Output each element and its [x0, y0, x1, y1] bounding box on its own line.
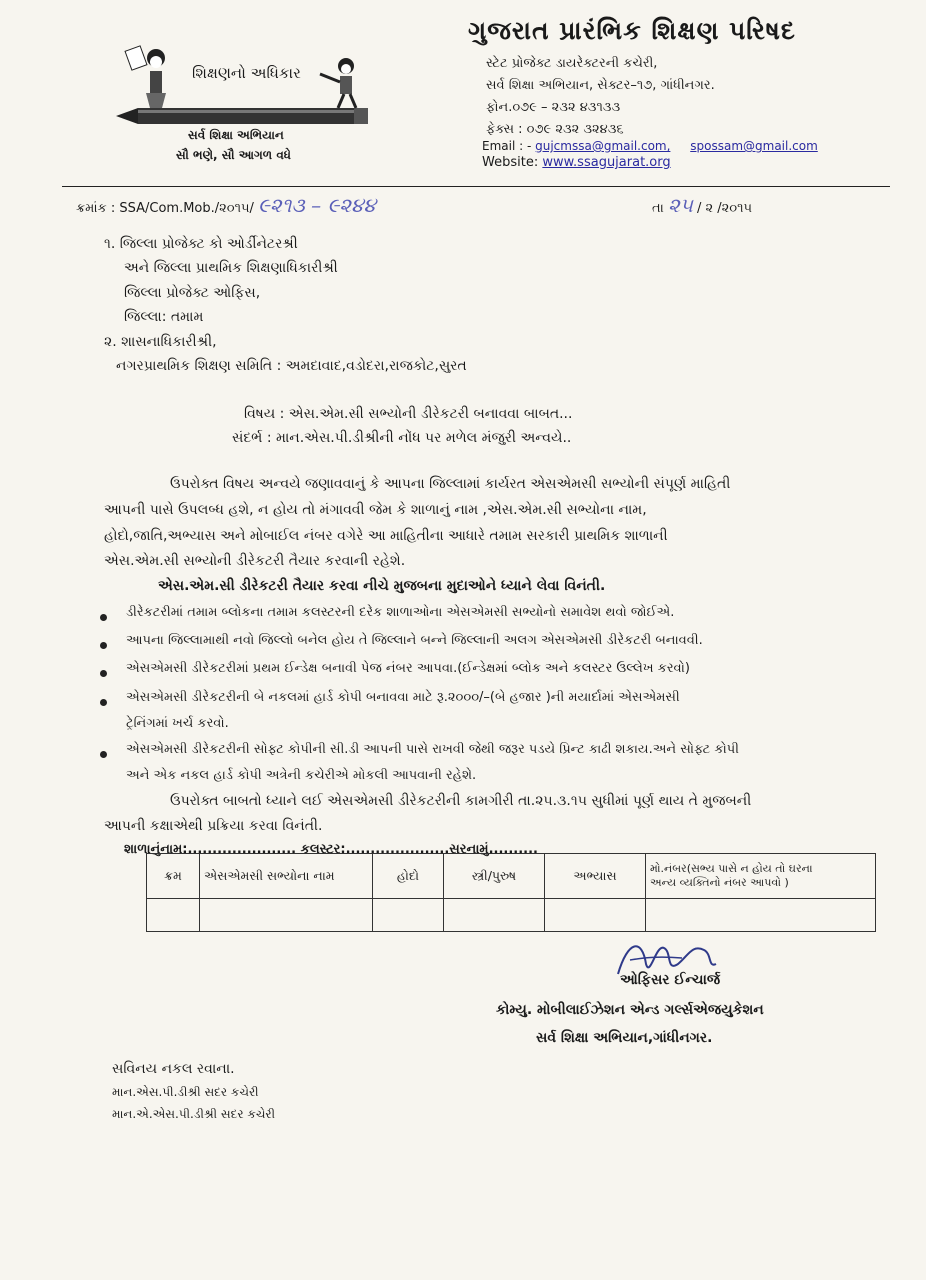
point-4-line-1: એસએમસી ડીરેકટરીની બે નકલમાં હાર્ડ કોપી બનાવવા માટે રૂ.૨૦૦૦/–(બે હજાર )ની મયાર્દામાં એસએમસી	[126, 690, 680, 705]
para-1-line-1: ઉપરોક્ત વિષય અન્વયે જણાવવાનું કે આપના જિલ્લામાં કાર્યરત એસએમસી સભ્યોની સંપૂર્ણ માહિતી	[170, 476, 731, 492]
address-line: સર્વ શિક્ષા અભિયાન, સેક્ટર–૧૭, ગાંધીનગર.	[486, 78, 715, 93]
handwritten-date: ૨૫	[667, 193, 693, 217]
point-5-line-2: અને એક નકલ હાર્ડ કોપી અત્રેની કચેરીએ મોકલી આપવાની રહેશે.	[126, 768, 477, 783]
header-mobile	[646, 854, 876, 899]
recipient-1-line-3: જિલ્લા પ્રોજેક્ટ ઓફિસ,	[124, 285, 261, 301]
table-row	[147, 899, 876, 932]
logo-slogan: શિક્ષણનો અધિકાર	[192, 64, 301, 82]
point-1: ડીરેકટરીમાં તમામ બ્લોકના તમામ કલસ્ટરની દરેક શાળાઓના એસએમસી સભ્યોનો સમાવેશ થવો જોઈએ.	[126, 605, 675, 620]
signatory-department: કોમ્યુ. મોબીલાઈઝેશન એન્ડ ગર્લ્સએજયુકેશન	[496, 1002, 764, 1018]
office-line: સ્ટેટ પ્રોજેક્ટ ડાયરેક્ટરની કચેરી,	[486, 56, 658, 71]
handwritten-ref-no: ૯૨૧૩ – ૯૨૪૪	[258, 193, 376, 217]
table-cell	[444, 899, 545, 932]
email-link-2[interactable]: spossam@gmail.com	[690, 139, 818, 153]
website-line	[482, 155, 671, 170]
letter-date	[652, 193, 752, 217]
copy-recipient-2: માન.એ.એસ.પી.ડીશ્રી સદર કચેરી	[112, 1107, 276, 1121]
para-1-line-4: એસ.એમ.સી સભ્યોની ડીરેકટરી તૈયાર કરવાની રહેશે.	[104, 553, 406, 569]
header-gender: સ્ત્રી/પુરુષ	[444, 854, 545, 899]
bullet-4	[100, 699, 107, 706]
date-label: તા	[652, 201, 664, 216]
subject-line: વિષય : એસ.એમ.સી સભ્યોની ડીરેકટરી બનાવવા બાબત...	[244, 406, 573, 422]
point-2: આપના જિલ્લામાથી નવો જિલ્લો બનેલ હોય તે જિલ્લાને બન્ને જિલ્લાની અલગ એસએમસી ડીરેકટરી બનાવવી.	[126, 633, 703, 648]
phone-line: ફોન.૦૭૯ – ૨૩૨ ૪૩૧૩૩	[486, 100, 621, 115]
table-header-row	[147, 854, 876, 899]
para-2-line-1: ઉપરોક્ત બાબતો ધ્યાને લઈ એસએમસી ડીરેકટરીની કામગીરી તા.૨૫.૩.૧૫ સુધીમાં પૂર્ણ થાય તે મુજબની	[170, 793, 752, 809]
email-label: Email : -	[482, 139, 532, 153]
para-1-line-2: આપની પાસે ઉપલબ્ધ હશે, ન હોય તો મંગાવવી જેમ કે શાળાનું નામ ,એસ.એમ.સી સભ્યોના નામ,	[104, 502, 647, 518]
header-designation: હોદો	[373, 854, 444, 899]
website-label: Website:	[482, 155, 539, 170]
header-member-name: એસએમસી સભ્યોના નામ	[200, 854, 373, 899]
recipient-2-line-1: ૨. શાસનાધિકારીશ્રી,	[104, 334, 217, 350]
header-education: અભ્યાસ	[545, 854, 646, 899]
bullet-2	[100, 642, 107, 649]
recipient-1-line-2: અને જિલ્લા પ્રાથમિક શિક્ષણાધિકારીશ્રી	[124, 260, 338, 276]
copy-title: સવિનય નકલ રવાના.	[112, 1061, 235, 1077]
table-cell	[373, 899, 444, 932]
reference-line: સંદર્ભ : માન.એસ.પી.ડીશ્રીની નોંધ પર મળેલ મંજુરી અન્વયે..	[232, 430, 572, 446]
email-link-1[interactable]: gujcmssa@gmail.com,	[535, 139, 671, 153]
bullet-3	[100, 670, 107, 677]
ref-number	[76, 193, 376, 217]
logo-org: સર્વ શિક્ષા અભિયાન	[188, 128, 284, 142]
bullet-1	[100, 614, 107, 621]
recipient-1-line-1: ૧. જિલ્લા પ્રોજેક્ટ કો ઓર્ડીનેટરશ્રી	[104, 236, 298, 252]
bullet-5	[100, 751, 107, 758]
table-cell	[200, 899, 373, 932]
logo-illustration	[108, 38, 378, 126]
directory-format-table	[146, 853, 876, 932]
point-5-line-1: એસએમસી ડીરેકટરીની સોફ્ટ કોપીની સી.ડી આપની પાસે રાખવી જેથી જરૂર પડયે પ્રિન્ટ કાઢી શકાય.અને સોફ્ટ કોપી	[126, 742, 739, 757]
recipient-1-line-4: જિલ્લા: તમામ	[124, 309, 204, 325]
header-mobile-line-2: અન્ય વ્યક્તિનો નંબર આપવો )	[650, 876, 789, 889]
logo	[108, 38, 378, 126]
table-cell	[646, 899, 876, 932]
fax-line: ફેક્સ : ૦૭૯ ૨૩૨ ૩૨૪૩૬	[486, 122, 624, 137]
org-title: ગુજરાત પ્રારંભિક શિક્ષણ પરિષદ	[468, 16, 796, 45]
point-4-line-2: ટ્રેનિંગમાં ખર્ચ કરવો.	[126, 716, 229, 731]
para-2-line-2: આપની કક્ષાએથી પ્રક્રિયા કરવા વિનંતી.	[104, 818, 323, 834]
para-1-line-3: હોદો,જાતિ,અભ્યાસ અને મોબાઈલ નંબર વગેરે આ માહિતીના આધારે તમામ સરકારી પ્રાથમિક શાળાની	[104, 528, 668, 544]
points-heading: એસ.એમ.સી ડીરેકટરી તૈયાર કરવા નીચે મુજબના મુદાઓને ધ્યાને લેવા વિનંતી.	[158, 578, 606, 594]
website-link[interactable]: www.ssagujarat.org	[542, 155, 671, 170]
email-line	[482, 139, 818, 153]
date-rest: / ૨ /૨૦૧૫	[696, 201, 753, 216]
signatory-organisation: સર્વ શિક્ષા અભિયાન,ગાંધીનગર.	[536, 1030, 713, 1046]
table-cell	[147, 899, 200, 932]
ref-label: ક્રમાંક : SSA/Com.Mob./૨૦૧૫/	[76, 201, 254, 216]
copy-recipient-1: માન.એસ.પી.ડીશ્રી સદર કચેરી	[112, 1085, 259, 1099]
recipient-2-line-2: નગરપ્રાથમિક શિક્ષણ સમિતિ : અમદાવાદ,વડોદરા,રાજકોટ,સુરત	[116, 358, 467, 374]
header-serial: ક્રમ	[147, 854, 200, 899]
header-divider	[62, 186, 890, 187]
header-mobile-line-1: મો.નંબર(સભ્ય પાસે ન હોય તો ઘરના	[650, 862, 813, 875]
logo-motto: સૌ ભણે, સૌ આગળ વધે	[176, 148, 292, 162]
signatory-designation: ઓફિસર ઈન્ચાર્જ	[620, 972, 721, 988]
table-cell	[545, 899, 646, 932]
point-3: એસએમસી ડીરેકટરીમાં પ્રથમ ઈન્ડેક્ષ બનાવી પેજ નંબર આપવા.(ઈન્ડેક્ષમાં બ્લોક અને કલસ્ટર ઉલ્લેખ કરવો)	[126, 661, 690, 676]
school-info-line: શાળાનુંનામ:...................... કલસ્ટર:.....................સરનામું..........	[124, 842, 538, 857]
